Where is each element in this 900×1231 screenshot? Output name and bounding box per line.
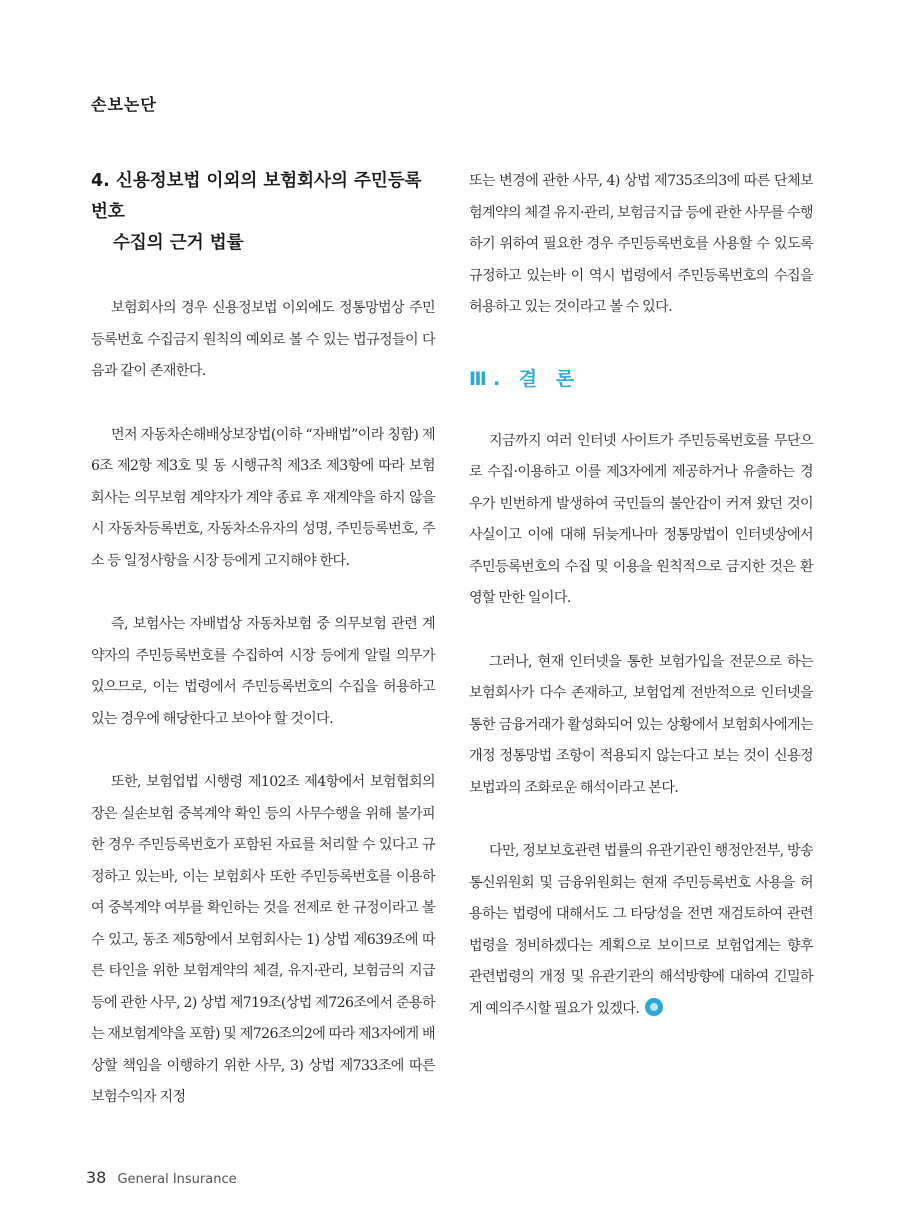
end-mark-icon bbox=[645, 998, 663, 1016]
continuation-paragraph: 또는 변경에 관한 사무, 4) 상법 제735조의3에 따른 단체보험계약의 체결 유지·관리, 보험금지급 등에 관한 사무를 수행하기 위하여 필요한 경우 주민등록번호를 사용할 수 있도록 규정하고 있는바 이 역시 법령에서 주민등록번호의 수집을 허용하고 있는 것이라고 볼 수 있다. bbox=[469, 173, 813, 315]
paragraph: 그러나, 현재 인터넷을 통한 보험가입을 전문으로 하는 보험회사가 다수 존재하고, 보험업계 전반적으로 인터넷을 통한 금융거래가 활성화되어 있는 상황에서 보험회사에게는 개정 정통망법 조항이 적용되지 않는다고 보는 것이 신용정보법과의 조화로운 해석이라고 본다. bbox=[469, 653, 813, 796]
paragraph: 즉, 보험사는 자배법상 자동차보험 중 의무보험 관련 계약자의 주민등록번호를 수집하여 시장 등에게 알릴 의무가 있으므로, 이는 법령에서 주민등록번호의 수집을 허용하고 있는 경우에 해당한다고 보아야 할 것이다. bbox=[91, 616, 435, 727]
publication-name: General Insurance bbox=[117, 1172, 237, 1187]
final-paragraph bbox=[469, 836, 813, 1025]
paragraph: 먼저 자동차손해배상보장법(이하 “자배법”이라 칭함) 제6조 제2항 제3호 및 동 시행규칙 제3조 제3항에 따라 보험회사는 의무보험 계약자가 계약 종료 후 재계약을 하지 않을 시 자동차등록번호, 자동차소유자의 성명, 주민등록번호, 주소 등 일정사항을 시장 등에게 고지해야 한다. bbox=[91, 426, 435, 569]
paragraph: 지금까지 여러 인터넷 사이트가 주민등록번호를 무단으로 수집·이용하고 이를 제3자에게 제공하거나 유출하는 경우가 빈번하게 발생하여 국민들의 불안감이 커져 왔던 것이 사실이고 이에 대해 뒤늦게나마 정통망법이 인터넷상에서 주민등록번호의 수집 및 이용을 원칙적으로 금지한 것은 환영할 만한 일이다. bbox=[469, 432, 813, 606]
heading-line-1: 4. 신용정보법 이외의 보험회사의 주민등록번호 bbox=[91, 171, 422, 222]
paragraph: 보험회사의 경우 신용정보법 이외에도 정통망법상 주민등록번호 수집금지 원칙의 예외로 볼 수 있는 법규정들이 다음과 같이 존재한다. bbox=[91, 300, 435, 379]
final-paragraph-text: 다만, 정보보호관련 법률의 유관기관인 행정안전부, 방송통신위원회 및 금융위원회는 현재 주민등록번호 사용을 허용하는 법령에 대해서도 그 타당성을 전면 재검토하여 관련 법령을 정비하겠다는 계획으로 보이므로 보험업계는 향후 관련법령의 개정 및 유관기관의 해석방향에 대하여 긴밀하게 예의주시할 필요가 있겠다. bbox=[469, 843, 813, 1017]
page-footer bbox=[86, 1168, 237, 1187]
left-column bbox=[91, 166, 435, 1146]
right-column bbox=[469, 166, 813, 1057]
section-heading-conclusion: Ⅲ. 결 론 bbox=[469, 367, 581, 390]
paragraph: 또한, 보험업법 시행령 제102조 제4항에서 보험협회의 장은 실손보험 중복계약 확인 등의 사무수행을 위해 불가피한 경우 주민등록번호가 포함된 자료를 처리할 수 있다고 규정하고 있는바, 이는 보험회사 또한 주민등록번호를 이용하여 중복계약 여부를 확인하는 것을 전제로 한 규정이라고 볼 수 있고, 동조 제5항에서 보험회사는 1) 상법 제639조에 따른 타인을 위한 보험계약의 체결, 유지·관리, 보험금의 지급 등에 관한 사무, 2) 상법 제719조(상법 제726조에서 준용하는 재보험계약을 포함) 및 제726조의2에 따라 제3자에게 배상할 책임을 이행하기 위한 사무, 3) 상법 제733조에 따른 보험수익자 지정 bbox=[91, 774, 435, 1105]
running-title: 손보논단 bbox=[91, 95, 157, 114]
heading-line-2: 수집의 근거 법률 bbox=[113, 233, 244, 253]
page-number: 38 bbox=[86, 1168, 107, 1187]
section-heading-4 bbox=[91, 166, 435, 259]
